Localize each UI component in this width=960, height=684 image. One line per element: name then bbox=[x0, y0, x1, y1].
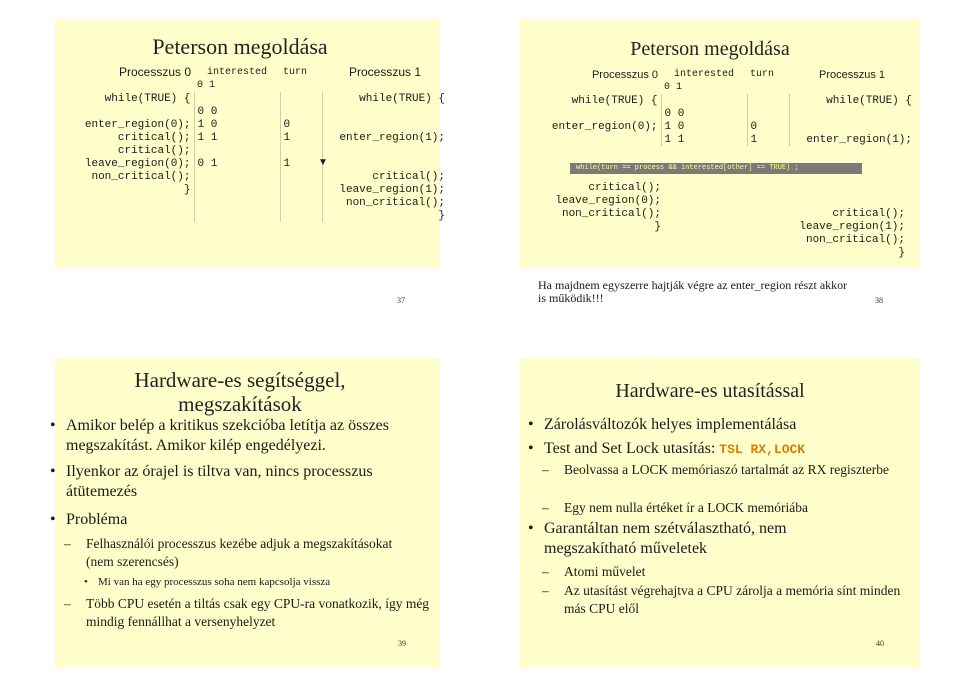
trace-row bbox=[535, 107, 915, 120]
interested-label: interested bbox=[206, 66, 267, 78]
trace-row bbox=[60, 92, 448, 105]
sub-bullet-1: • Mi van ha egy processzus soha nem kapcsolja vissza bbox=[84, 576, 331, 588]
proc1-code bbox=[789, 120, 915, 133]
turn-value bbox=[747, 94, 789, 107]
interested-value bbox=[194, 92, 280, 105]
proc1-label: Processzus 1 bbox=[818, 68, 886, 81]
interested-cols: 0 1 bbox=[664, 82, 683, 93]
dash-1: – Beolvassa a LOCK memóriaszó tartalmát az RX regiszterbe bbox=[542, 462, 890, 477]
proc0-code: non_critical(); bbox=[561, 208, 661, 220]
code-row bbox=[535, 208, 905, 221]
turn-value bbox=[280, 183, 322, 196]
proc0-code bbox=[60, 196, 194, 209]
proc0-code: } bbox=[654, 221, 661, 233]
bullet-2: • Test and Set Lock utasítás: TSL RX,LOCK bbox=[528, 440, 806, 457]
dash-icon: – bbox=[64, 536, 71, 551]
turn-value bbox=[280, 196, 322, 209]
code-row bbox=[535, 247, 905, 260]
interested-value: 0 1 bbox=[194, 157, 280, 170]
proc1-code bbox=[322, 118, 448, 131]
proc0-code: while(TRUE) { bbox=[60, 92, 194, 105]
proc0-code bbox=[60, 209, 194, 222]
turn-label: turn bbox=[750, 69, 775, 80]
arrow-icon: ▼ bbox=[318, 157, 328, 168]
turn-value: 1 bbox=[280, 157, 322, 170]
proc1-code: leave_region(1); bbox=[339, 183, 445, 196]
interested-cols: 0 1 bbox=[197, 80, 216, 91]
bullet-2: • Ilyenkor az órajel is tiltva van, nincs processzus átütemezés bbox=[50, 463, 373, 500]
interested-value bbox=[194, 170, 280, 183]
interested-value: 1 1 bbox=[661, 133, 747, 146]
slide-37-trace-table bbox=[60, 65, 448, 222]
turn-value bbox=[280, 92, 322, 105]
bullet-1: • Zárolásváltozók helyes implementálása bbox=[528, 416, 797, 433]
bullet-dot-icon: • bbox=[50, 511, 56, 528]
dash-2: – Több CPU esetén a tiltás csak egy CPU-ra vonatkozik, így még mindig fennállhat a versenyhelyzet bbox=[64, 596, 430, 629]
turn-value bbox=[280, 170, 322, 183]
proc1-code: enter_region(1); bbox=[806, 133, 912, 146]
proc0-code: leave_region(0); bbox=[555, 195, 661, 207]
slide-39-title: Hardware-es segítséggel, megszakítások bbox=[134, 368, 346, 416]
bullet-dot-icon: • bbox=[50, 417, 56, 434]
dash-icon: – bbox=[542, 564, 549, 579]
slide-40 bbox=[480, 342, 960, 684]
trace-row bbox=[60, 144, 448, 157]
turn-value bbox=[747, 107, 789, 120]
page-number: 38 bbox=[875, 296, 883, 305]
proc0-code: non_critical(); bbox=[60, 170, 194, 183]
trace-row bbox=[535, 120, 915, 133]
bullet-dot-icon: • bbox=[50, 463, 56, 480]
proc1-code: leave_region(1); bbox=[799, 221, 905, 233]
bullet-3: • Garantáltan nem szétválasztható, nem megszakítható műveletek bbox=[528, 520, 787, 557]
trace-row bbox=[60, 131, 448, 144]
trace-row bbox=[60, 118, 448, 131]
while-banner-text: while(turn == process && interested[other] == TRUE) ; bbox=[576, 164, 799, 172]
trace-row bbox=[535, 94, 915, 107]
turn-value: 1 bbox=[280, 131, 322, 144]
interested-value bbox=[194, 144, 280, 157]
dash-4: – Az utasítást végrehajtva a CPU zárolja a memória sínt minden más CPU elől bbox=[542, 583, 901, 616]
turn-value: 1 bbox=[747, 133, 789, 146]
proc0-code: critical(); bbox=[588, 182, 661, 194]
slide-38-lower-code bbox=[535, 182, 905, 260]
slide-37 bbox=[0, 0, 480, 340]
proc0-label: Processzus 0 bbox=[118, 65, 191, 79]
slide-40-title: Hardware-es utasítással bbox=[615, 380, 805, 402]
turn-label: turn bbox=[283, 66, 308, 78]
proc1-code: non_critical(); bbox=[805, 234, 905, 246]
proc0-code: enter_region(0); bbox=[535, 120, 661, 133]
dash-2: – Egy nem nulla értéket ír a LOCK memóriába bbox=[542, 500, 809, 515]
slide-38 bbox=[480, 0, 960, 340]
dash-1: – Felhasználói processzus kezébe adjuk a megszakításokat (nem szerencsés) bbox=[64, 536, 393, 569]
dash-icon: – bbox=[542, 500, 549, 515]
proc1-code: while(TRUE) { bbox=[826, 94, 912, 107]
proc1-code: critical(); bbox=[372, 170, 445, 183]
bullet-dot-icon: • bbox=[84, 576, 88, 588]
slide-37-title: Peterson megoldása bbox=[152, 34, 328, 59]
turn-value bbox=[280, 105, 322, 118]
proc0-code: } bbox=[60, 183, 194, 196]
proc1-code: } bbox=[898, 247, 905, 259]
proc1-code: while(TRUE) { bbox=[359, 92, 445, 105]
interested-label: interested bbox=[673, 69, 734, 80]
trace-row bbox=[60, 105, 448, 118]
dash-icon: – bbox=[64, 596, 71, 611]
dash-icon: – bbox=[542, 462, 549, 477]
code-row bbox=[535, 221, 905, 234]
turn-value: 0 bbox=[280, 118, 322, 131]
proc0-code bbox=[535, 234, 661, 247]
proc0-code: enter_region(0); bbox=[60, 118, 194, 131]
proc1-code: non_critical(); bbox=[345, 196, 445, 209]
bullet-dot-icon: • bbox=[528, 440, 534, 457]
trace-row bbox=[535, 133, 915, 146]
code-row bbox=[535, 195, 905, 208]
page-number: 40 bbox=[876, 639, 884, 648]
proc1-code bbox=[661, 195, 905, 208]
page-number: 37 bbox=[397, 296, 405, 305]
code-row bbox=[535, 234, 905, 247]
proc0-code: while(TRUE) { bbox=[535, 94, 661, 107]
interested-value: 1 0 bbox=[194, 118, 280, 131]
proc1-code bbox=[661, 182, 905, 195]
proc1-code: enter_region(1); bbox=[339, 131, 445, 144]
proc0-code: leave_region(0); bbox=[60, 157, 194, 170]
proc0-code: critical(); bbox=[60, 144, 194, 157]
interested-value bbox=[194, 183, 280, 196]
trace-row bbox=[60, 196, 448, 209]
slide-38-title: Peterson megoldása bbox=[630, 38, 790, 60]
trace-row bbox=[60, 209, 448, 222]
turn-value bbox=[280, 209, 322, 222]
proc0-code bbox=[535, 107, 661, 120]
bullet-dot-icon: • bbox=[528, 520, 534, 537]
trace-row bbox=[60, 183, 448, 196]
bullet-1: • Amikor belép a kritikus szekcióba letítja az összes megszakítást. Amikor kilép engedélyezi. bbox=[50, 417, 390, 454]
interested-value: 0 0 bbox=[194, 105, 280, 118]
slide-38-trace-table bbox=[535, 68, 915, 146]
proc0-code bbox=[535, 133, 661, 146]
proc0-label: Processzus 0 bbox=[591, 68, 658, 81]
slide-38-note: Ha majdnem egyszerre hajtják végre az enter_region részt akkor is működik!!! bbox=[538, 278, 848, 305]
bullet-3: • Probléma bbox=[50, 511, 128, 528]
code-row bbox=[535, 182, 905, 195]
proc1-code bbox=[322, 105, 448, 118]
trace-row bbox=[60, 157, 448, 170]
slide-39 bbox=[0, 342, 480, 684]
dash-3: – Atomi művelet bbox=[542, 564, 646, 579]
interested-value bbox=[661, 94, 747, 107]
proc0-code bbox=[535, 247, 661, 260]
interested-value: 1 1 bbox=[194, 131, 280, 144]
page-number: 39 bbox=[398, 639, 406, 648]
proc1-code bbox=[322, 157, 448, 170]
interested-value bbox=[194, 196, 280, 209]
interested-value bbox=[194, 209, 280, 222]
interested-value: 0 0 bbox=[661, 107, 747, 120]
trace-row bbox=[60, 170, 448, 183]
bullet-dot-icon: • bbox=[528, 416, 534, 433]
proc1-label: Processzus 1 bbox=[348, 65, 422, 79]
turn-value bbox=[280, 144, 322, 157]
interested-value: 1 0 bbox=[661, 120, 747, 133]
proc0-code bbox=[60, 105, 194, 118]
dash-icon: – bbox=[542, 583, 549, 598]
proc0-code: critical(); bbox=[60, 131, 194, 144]
proc1-code: critical(); bbox=[832, 208, 905, 220]
proc1-code bbox=[789, 107, 915, 120]
proc1-code: } bbox=[438, 209, 445, 222]
proc1-code bbox=[322, 144, 448, 157]
turn-value: 0 bbox=[747, 120, 789, 133]
